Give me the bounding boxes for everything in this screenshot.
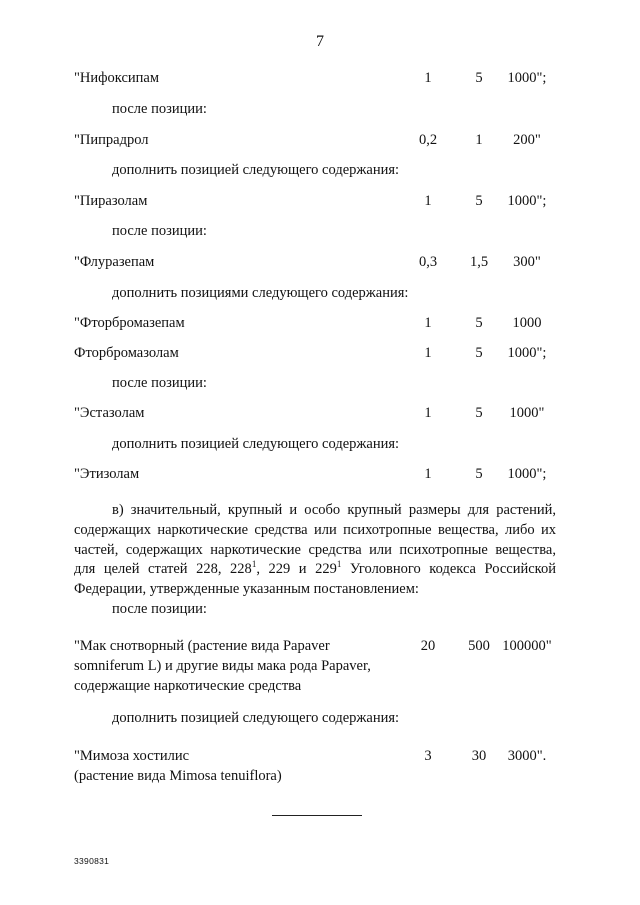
table-row (0, 252, 640, 272)
substance-name: "Флуразепам (74, 254, 155, 270)
paragraph-line: частей, содержащих наркотические средства или психотропные вещества, (74, 541, 556, 558)
large-size: 5 (475, 70, 483, 86)
substance-name-line: "Мимоза хостилис (74, 748, 190, 764)
significant-size: 1 (424, 193, 432, 209)
paragraph-line: в) значительный, крупный и особо крупный размеры для растений, (112, 502, 556, 518)
substance-name-line: "Мак снотворный (растение вида Papaver (74, 638, 330, 654)
instruction-text: после позиции: (112, 101, 207, 117)
significant-size: 20 (420, 638, 436, 654)
especially-large-size: 1000"; (507, 193, 547, 209)
substance-name: "Нифоксипам (74, 70, 160, 86)
paragraph-text: для целей статей 228, 228 (74, 561, 252, 578)
substance-name: Фторбромазолам (74, 345, 179, 361)
especially-large-size: 300" (513, 254, 541, 270)
significant-size: 3 (424, 748, 432, 764)
large-size: 1,5 (469, 254, 489, 270)
large-size: 5 (475, 193, 483, 209)
especially-large-size: 3000". (507, 748, 547, 764)
closing-divider (272, 815, 362, 816)
instruction-text: дополнить позициями следующего содержания: (112, 285, 409, 301)
instruction-line (0, 99, 640, 119)
page-number: 7 (316, 33, 324, 50)
large-size: 30 (471, 748, 487, 764)
paragraph-line: Федерации, утвержденные указанным постановлением: (74, 581, 419, 598)
large-size: 1 (475, 132, 483, 148)
substance-name: "Эстазолам (74, 405, 145, 421)
instruction-text: дополнить позицией следующего содержания: (112, 710, 400, 726)
significant-size: 1 (424, 466, 432, 482)
especially-large-size: 200" (513, 132, 541, 148)
substance-name: "Фторбромазепам (74, 315, 185, 331)
instruction-text: после позиции: (112, 223, 207, 239)
paragraph-text: Уголовного кодекса Российской (341, 561, 557, 578)
significant-size: 1 (424, 315, 432, 331)
instruction-line (0, 221, 640, 241)
large-size: 5 (475, 466, 483, 482)
document-code: 3390831 (74, 856, 110, 866)
large-size: 5 (475, 345, 483, 361)
superscript: 1 (251, 559, 257, 570)
significant-size: 1 (424, 70, 432, 86)
substance-name-line: somniferum L) и другие виды мака рода Papaver, (74, 658, 371, 674)
paragraph-text: , 229 и 229 (256, 561, 337, 578)
significant-size: 1 (424, 405, 432, 421)
especially-large-size: 1000"; (507, 466, 547, 482)
substance-name-line: (растение вида Mimosa tenuiflora) (74, 768, 282, 784)
instruction-line (0, 160, 640, 180)
especially-large-size: 1000" (509, 405, 545, 421)
significant-size: 0,3 (418, 254, 438, 270)
instruction-line (0, 434, 640, 454)
instruction-text: дополнить позицией следующего содержания: (112, 162, 400, 178)
instruction-line (0, 373, 640, 393)
table-row (0, 343, 640, 363)
substance-name: "Пипрадрол (74, 132, 149, 148)
instruction-text: дополнить позицией следующего содержания: (112, 436, 400, 452)
substance-name: "Пиразолам (74, 193, 148, 209)
large-size: 500 (468, 638, 490, 654)
table-row (0, 130, 640, 150)
especially-large-size: 100000" (502, 638, 552, 654)
table-row (0, 746, 640, 766)
large-size: 5 (475, 405, 483, 421)
table-row (0, 191, 640, 211)
table-row (0, 636, 640, 656)
paragraph-line (74, 560, 556, 580)
significant-size: 0,2 (418, 132, 438, 148)
paragraph-line: содержащих наркотические средства или психотропные вещества, либо их (74, 521, 556, 538)
substance-name-line: содержащие наркотические средства (74, 678, 302, 694)
table-row (0, 403, 640, 423)
especially-large-size: 1000 (512, 315, 542, 331)
instruction-line (0, 599, 640, 619)
table-row (0, 68, 640, 88)
section-v-paragraph (74, 501, 556, 600)
instruction-text: после позиции: (112, 601, 207, 617)
instruction-line (0, 708, 640, 728)
superscript: 1 (336, 559, 342, 570)
significant-size: 1 (424, 345, 432, 361)
table-row (0, 464, 640, 484)
especially-large-size: 1000"; (507, 70, 547, 86)
table-row (0, 313, 640, 333)
instruction-line (0, 283, 640, 303)
especially-large-size: 1000"; (507, 345, 547, 361)
large-size: 5 (475, 315, 483, 331)
instruction-text: после позиции: (112, 375, 207, 391)
substance-name: "Этизолам (74, 466, 140, 482)
